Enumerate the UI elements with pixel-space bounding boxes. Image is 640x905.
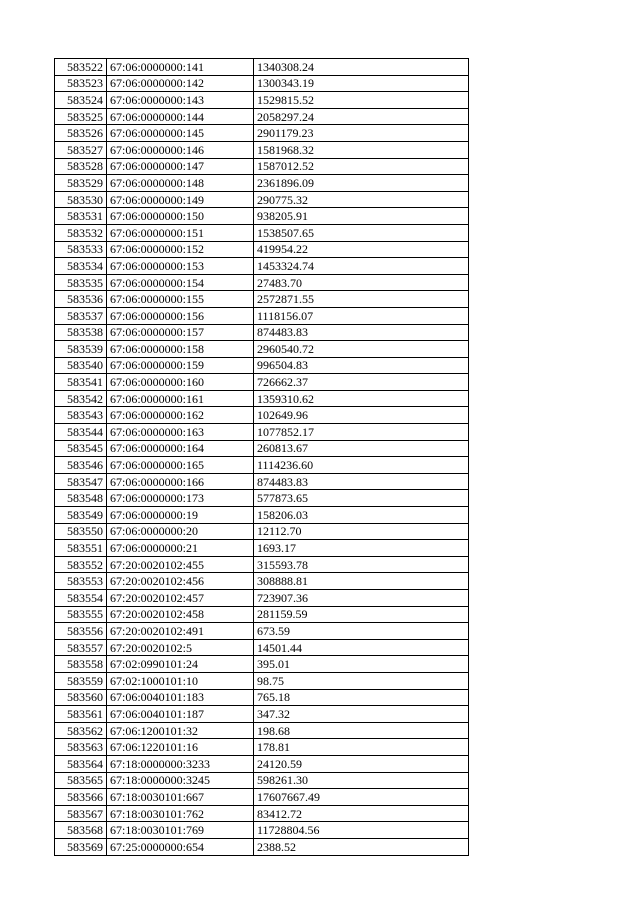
row-id-cell: 583560 [55,689,107,706]
cadastral-number-cell: 67:02:1000101:10 [107,672,254,689]
cadastral-number-cell: 67:02:0990101:24 [107,656,254,673]
cadastral-number-cell: 67:20:0020102:455 [107,556,254,573]
cadastral-number-cell: 67:06:0000000:166 [107,473,254,490]
cadastral-number-cell: 67:06:0000000:173 [107,490,254,507]
table-row [55,805,469,822]
row-id-cell: 583544 [55,424,107,441]
row-id-cell: 583524 [55,92,107,109]
table-row [55,722,469,739]
table-row [55,357,469,374]
table-row [55,689,469,706]
cadastral-number-cell: 67:06:0000000:146 [107,141,254,158]
value-cell: 874483.83 [254,324,469,341]
row-id-cell: 583557 [55,639,107,656]
cadastral-number-cell: 67:06:0000000:148 [107,175,254,192]
cadastral-number-cell: 67:25:0000000:654 [107,838,254,855]
table-row [55,623,469,640]
row-id-cell: 583547 [55,473,107,490]
table-row [55,590,469,607]
row-id-cell: 583535 [55,274,107,291]
table-row [55,573,469,590]
value-cell: 1581968.32 [254,141,469,158]
table-row [55,390,469,407]
value-cell: 11728804.56 [254,822,469,839]
row-id-cell: 583539 [55,341,107,358]
value-cell: 2058297.24 [254,108,469,125]
cadastral-number-cell: 67:06:0000000:155 [107,291,254,308]
row-id-cell: 583526 [55,125,107,142]
table-row [55,606,469,623]
table-row [55,75,469,92]
table-row [55,407,469,424]
row-id-cell: 583552 [55,556,107,573]
value-cell: 178.81 [254,739,469,756]
table-row [55,291,469,308]
value-cell: 290775.32 [254,191,469,208]
value-cell: 1300343.19 [254,75,469,92]
row-id-cell: 583541 [55,374,107,391]
table-row [55,175,469,192]
row-id-cell: 583551 [55,540,107,557]
cadastral-number-cell: 67:06:0000000:147 [107,158,254,175]
value-cell: 598261.30 [254,772,469,789]
row-id-cell: 583537 [55,307,107,324]
cadastral-number-cell: 67:06:0040101:183 [107,689,254,706]
cadastral-number-cell: 67:06:0000000:163 [107,424,254,441]
cadastral-number-cell: 67:06:0000000:19 [107,507,254,524]
cadastral-number-cell: 67:06:0000000:141 [107,59,254,76]
table-row [55,424,469,441]
table-row [55,125,469,142]
row-id-cell: 583549 [55,507,107,524]
table-row [55,324,469,341]
cadastral-number-cell: 67:18:0000000:3245 [107,772,254,789]
value-cell: 98.75 [254,672,469,689]
table-row [55,490,469,507]
cadastral-number-cell: 67:06:0000000:154 [107,274,254,291]
value-cell: 27483.70 [254,274,469,291]
value-cell: 2901179.23 [254,125,469,142]
table-row [55,672,469,689]
cadastral-number-cell: 67:06:0000000:20 [107,523,254,540]
value-cell: 1538507.65 [254,224,469,241]
value-cell: 765.18 [254,689,469,706]
value-cell: 2388.52 [254,838,469,855]
row-id-cell: 583564 [55,755,107,772]
table-row [55,789,469,806]
row-id-cell: 583532 [55,224,107,241]
table-row [55,772,469,789]
row-id-cell: 583528 [55,158,107,175]
value-cell: 419954.22 [254,241,469,258]
table-row [55,440,469,457]
cadastral-number-cell: 67:06:0000000:142 [107,75,254,92]
cadastral-number-cell: 67:06:0040101:187 [107,706,254,723]
table-row [55,838,469,855]
row-id-cell: 583527 [55,141,107,158]
table-row [55,108,469,125]
value-cell: 347.32 [254,706,469,723]
table-row [55,59,469,76]
table-row [55,457,469,474]
row-id-cell: 583556 [55,623,107,640]
row-id-cell: 583558 [55,656,107,673]
cadastral-number-cell: 67:06:0000000:158 [107,341,254,358]
table-row [55,374,469,391]
row-id-cell: 583522 [55,59,107,76]
table-row [55,241,469,258]
value-cell: 2960540.72 [254,341,469,358]
row-id-cell: 583546 [55,457,107,474]
row-id-cell: 583538 [55,324,107,341]
value-cell: 1529815.52 [254,92,469,109]
row-id-cell: 583553 [55,573,107,590]
value-cell: 726662.37 [254,374,469,391]
cadastral-number-cell: 67:20:0020102:457 [107,590,254,607]
value-cell: 83412.72 [254,805,469,822]
data-table [54,58,469,856]
row-id-cell: 583566 [55,789,107,806]
row-id-cell: 583531 [55,208,107,225]
cadastral-number-cell: 67:20:0020102:5 [107,639,254,656]
cadastral-number-cell: 67:06:0000000:159 [107,357,254,374]
cadastral-number-cell: 67:06:0000000:160 [107,374,254,391]
cadastral-number-cell: 67:20:0020102:491 [107,623,254,640]
cadastral-number-cell: 67:06:1220101:16 [107,739,254,756]
table-row [55,639,469,656]
row-id-cell: 583554 [55,590,107,607]
cadastral-number-cell: 67:06:0000000:149 [107,191,254,208]
table-row [55,523,469,540]
row-id-cell: 583561 [55,706,107,723]
row-id-cell: 583525 [55,108,107,125]
value-cell: 673.59 [254,623,469,640]
row-id-cell: 583523 [55,75,107,92]
table-row [55,656,469,673]
cadastral-number-cell: 67:06:0000000:151 [107,224,254,241]
row-id-cell: 583534 [55,258,107,275]
table-row [55,307,469,324]
table-row [55,473,469,490]
cadastral-number-cell: 67:06:0000000:162 [107,407,254,424]
cadastral-number-cell: 67:06:0000000:21 [107,540,254,557]
row-id-cell: 583545 [55,440,107,457]
table-body [55,59,469,856]
cadastral-number-cell: 67:06:0000000:156 [107,307,254,324]
value-cell: 723907.36 [254,590,469,607]
cadastral-number-cell: 67:06:0000000:161 [107,390,254,407]
cadastral-number-cell: 67:20:0020102:456 [107,573,254,590]
value-cell: 2572871.55 [254,291,469,308]
row-id-cell: 583567 [55,805,107,822]
value-cell: 308888.81 [254,573,469,590]
value-cell: 395.01 [254,656,469,673]
table-row [55,92,469,109]
cadastral-number-cell: 67:18:0030101:667 [107,789,254,806]
cadastral-number-cell: 67:18:0000000:3233 [107,755,254,772]
table-row [55,822,469,839]
row-id-cell: 583563 [55,739,107,756]
row-id-cell: 583543 [55,407,107,424]
table-row [55,208,469,225]
value-cell: 874483.83 [254,473,469,490]
table-row [55,739,469,756]
row-id-cell: 583559 [55,672,107,689]
value-cell: 1118156.07 [254,307,469,324]
row-id-cell: 583548 [55,490,107,507]
cadastral-number-cell: 67:20:0020102:458 [107,606,254,623]
cadastral-number-cell: 67:18:0030101:762 [107,805,254,822]
row-id-cell: 583568 [55,822,107,839]
value-cell: 1453324.74 [254,258,469,275]
row-id-cell: 583542 [55,390,107,407]
row-id-cell: 583536 [55,291,107,308]
table-row [55,556,469,573]
value-cell: 1114236.60 [254,457,469,474]
value-cell: 17607667.49 [254,789,469,806]
row-id-cell: 583565 [55,772,107,789]
value-cell: 1587012.52 [254,158,469,175]
value-cell: 198.68 [254,722,469,739]
value-cell: 12112.70 [254,523,469,540]
value-cell: 24120.59 [254,755,469,772]
row-id-cell: 583540 [55,357,107,374]
row-id-cell: 583569 [55,838,107,855]
table-row [55,706,469,723]
cadastral-number-cell: 67:06:0000000:152 [107,241,254,258]
table-row [55,258,469,275]
table-row [55,540,469,557]
value-cell: 1077852.17 [254,424,469,441]
cadastral-number-cell: 67:06:0000000:150 [107,208,254,225]
value-cell: 996504.83 [254,357,469,374]
value-cell: 102649.96 [254,407,469,424]
value-cell: 158206.03 [254,507,469,524]
row-id-cell: 583550 [55,523,107,540]
table-row [55,507,469,524]
cadastral-number-cell: 67:06:0000000:165 [107,457,254,474]
row-id-cell: 583555 [55,606,107,623]
value-cell: 1693.17 [254,540,469,557]
cadastral-number-cell: 67:06:0000000:144 [107,108,254,125]
value-cell: 14501.44 [254,639,469,656]
value-cell: 315593.78 [254,556,469,573]
cadastral-number-cell: 67:06:1200101:32 [107,722,254,739]
value-cell: 938205.91 [254,208,469,225]
cadastral-number-cell: 67:06:0000000:143 [107,92,254,109]
cadastral-number-cell: 67:06:0000000:145 [107,125,254,142]
row-id-cell: 583562 [55,722,107,739]
table-row [55,755,469,772]
table-row [55,224,469,241]
value-cell: 1340308.24 [254,59,469,76]
table-row [55,191,469,208]
row-id-cell: 583533 [55,241,107,258]
row-id-cell: 583530 [55,191,107,208]
cadastral-number-cell: 67:06:0000000:153 [107,258,254,275]
table-row [55,141,469,158]
table-row [55,158,469,175]
table-row [55,341,469,358]
value-cell: 260813.67 [254,440,469,457]
value-cell: 1359310.62 [254,390,469,407]
value-cell: 281159.59 [254,606,469,623]
cadastral-number-cell: 67:18:0030101:769 [107,822,254,839]
value-cell: 2361896.09 [254,175,469,192]
row-id-cell: 583529 [55,175,107,192]
value-cell: 577873.65 [254,490,469,507]
cadastral-number-cell: 67:06:0000000:164 [107,440,254,457]
cadastral-number-cell: 67:06:0000000:157 [107,324,254,341]
table-row [55,274,469,291]
